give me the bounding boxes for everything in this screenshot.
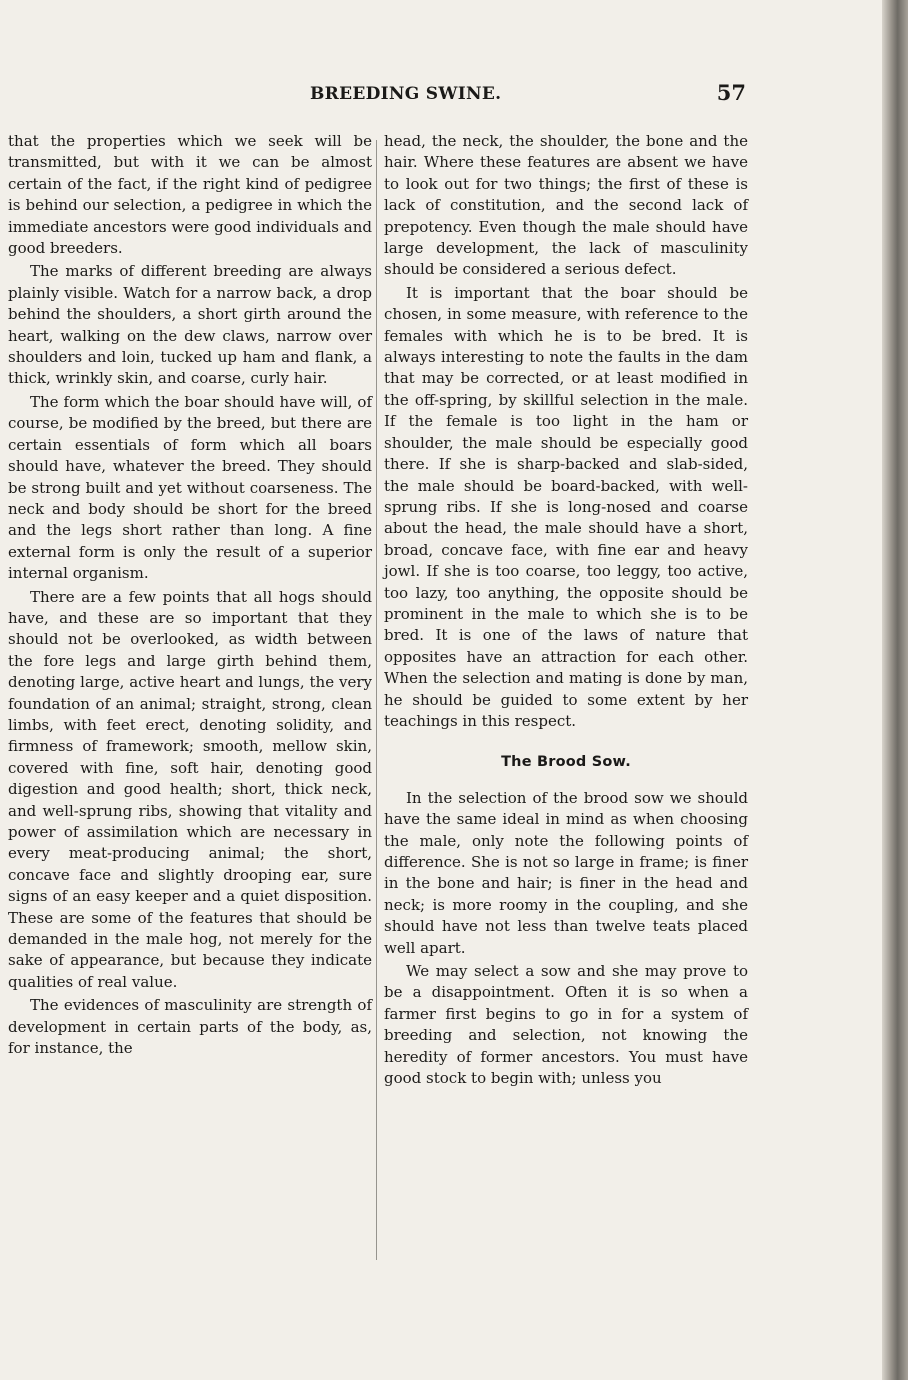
paragraph: The marks of different breeding are always plainly visible. Watch for a narrow back, a drop behind the shoulders, a short girth around the heart, walking on the dew claws, narrow over shoulders and loin, tucked up ham and flank, a thick, wrinkly skin, and coarse, curly hair. bbox=[8, 262, 372, 388]
paragraph: that the properties which we seek will be transmitted, but with it we can be almost certain of the fact, if the right kind of pedigree is behind our selection, a pedigree in which the immediate ancestors were good individuals and good breeders. bbox=[8, 132, 372, 258]
running-head: BREEDING SWINE. bbox=[310, 84, 502, 104]
right-column bbox=[384, 131, 748, 1089]
paragraph: It is important that the boar should be chosen, in some measure, with reference to the females with which he is to be bred. It is always interesting to note the faults in the dam that may be corrected, or at least modified in the off-spring, by skillful selection in the male. If the female is too light in the ham or shoulder, the male should be especially good there. If she is sharp-backed and slab-sided, the male should be board-backed, with well-sprung ribs. If she is long-nosed and coarse about the head, the male should have a short, broad, concave face, with fine ear and heavy jowl. If she is too coarse, too leggy, too active, too lazy, too anything, the opposite should be prominent in the male to which she is to be bred. It is one of the laws of nature that opposites have an attraction for each other. When the selection and mating is done by man, he should be guided to some extent by her teachings in this respect. bbox=[384, 283, 748, 730]
paragraph: We may select a sow and she may prove to be a disappointment. Often it is so when a farmer first begins to go in for a system of breeding and selection, not knowing the heredity of former ancestors. You must have good stock to begin with; unless you bbox=[384, 962, 748, 1088]
page-number: 57 bbox=[716, 80, 746, 105]
section-heading: The Brood Sow. bbox=[501, 754, 631, 771]
paragraph: The form which the boar should have will, of course, be modified by the breed, but there are certain essentials of form which all boars should have, whatever the breed. They should be strong built and yet without coarseness. The neck and body should be short for the breed and the legs short rather than long. A fine external form is only the result of a superior internal organism. bbox=[8, 392, 372, 583]
left-column bbox=[8, 131, 372, 1059]
paragraph: head, the neck, the shoulder, the bone and the hair. Where these features are absent we have to look out for two things; the first of these is lack of constitution, and the second lack of prepotency. Even though the male should have large development, the lack of masculinity should be considered a serious defect. bbox=[384, 132, 748, 279]
paragraph: There are a few points that all hogs should have, and these are so important that they should not be overlooked, as width between the fore legs and large girth behind them, denoting large, active heart and lungs, the very foundation of an animal; straight, strong, clean limbs, with feet erect, denoting solidity, and firmness of framework; smooth, mellow skin, covered with fine, soft hair, denoting good digestion and good health; short, thick neck, and well-sprung ribs, showing that vitality and power of assimilation which are necessary in every meat-producing animal; the short, concave face and slightly drooping ear, sure signs of an easy keeper and a quiet disposition. These are some of the features that should be demanded in the male hog, not merely for the sake of appearance, but because they indicate qualities of real value. bbox=[8, 587, 372, 991]
paragraph: In the selection of the brood sow we should have the same ideal in mind as when choosing the male, only note the following points of difference. She is not so large in frame; is finer in the bone and hair; is finer in the head and neck; is more roomy in the coupling, and she should have not less than twelve teats placed well apart. bbox=[384, 788, 748, 957]
paragraph: The evidences of masculinity are strength of development in certain parts of the body, as, for instance, the bbox=[8, 996, 372, 1058]
page-header bbox=[8, 80, 748, 112]
page-edge bbox=[882, 0, 908, 1380]
column-divider bbox=[376, 140, 377, 1260]
